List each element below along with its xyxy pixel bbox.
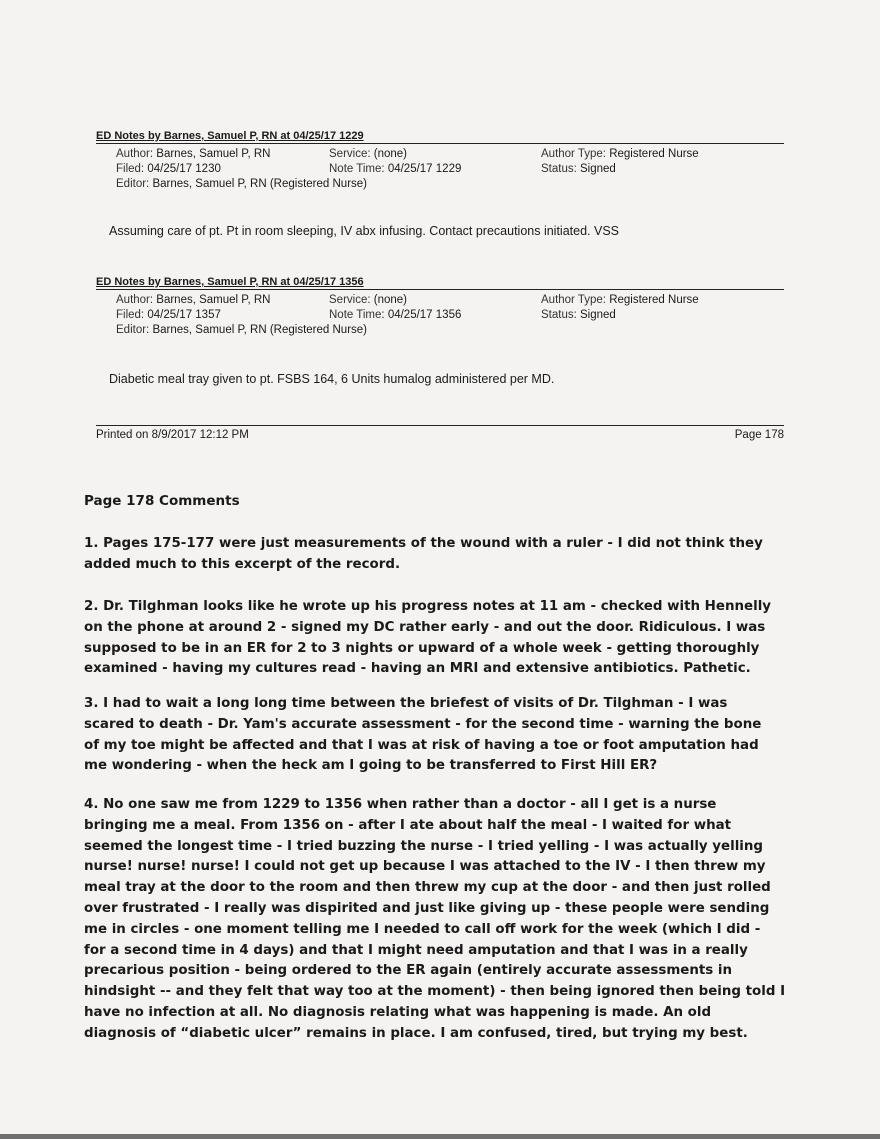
scan-edge [0, 1134, 880, 1139]
comment-line: me wondering - when the heck am I going to be transferred to First Hill ER? [84, 758, 658, 774]
editor-value: Barnes, Samuel P, RN (Registered Nurse) [152, 324, 367, 336]
editor-label: Editor: [116, 324, 150, 336]
divider [96, 143, 784, 144]
comment-paragraph-4 [84, 795, 804, 1045]
filed-value: 04/25/17 1357 [147, 309, 221, 321]
filed-label: Filed: [116, 163, 145, 175]
note-meta-middle [329, 147, 461, 177]
printed-timestamp: Printed on 8/9/2017 12:12 PM [96, 429, 249, 441]
comment-line: 1. Pages 175-177 were just measurements of the wound with a ruler - I did not think they [84, 536, 763, 551]
author-type-value: Registered Nurse [609, 148, 699, 160]
comment-line: examined - having my cultures read - having an MRI and extensive antibiotics. Pathetic. [84, 661, 751, 677]
comment-line: on the phone at around 2 - signed my DC rather early - and out the door. Ridiculous. I was [84, 619, 766, 635]
status-value: Signed [580, 163, 616, 175]
comment-paragraph-2 [84, 597, 804, 680]
author-label: Author: [116, 148, 154, 160]
note-time-label: Note Time: [329, 309, 385, 321]
author-label: Author: [116, 294, 154, 306]
page-number: Page 178 [734, 429, 784, 441]
note-time-value: 04/25/17 1356 [387, 309, 462, 321]
ed-note-2 [96, 276, 784, 386]
author-type-label: Author Type: [541, 294, 606, 306]
author-type-label: Author Type: [541, 148, 606, 160]
comment-line: for a second time in 4 days) and that I might need amputation and that I was in a really [84, 942, 748, 958]
status-value: Signed [580, 309, 616, 321]
note-time-label: Note Time: [329, 163, 385, 175]
comment-line: precarious position - being ordered to the ER again (entirely accurate assessments in [84, 963, 733, 979]
note-body: Diabetic meal tray given to pt. FSBS 164, 6 Units humalog administered per MD. [109, 372, 555, 386]
comment-line: nurse! nurse! nurse! I could not get up because I was attached to the IV - I then threw my [84, 859, 766, 875]
author-value: Barnes, Samuel P, RN [156, 148, 271, 160]
comment-line: meal tray at the door to the room and then threw my cup at the door - and then just rolled [84, 880, 771, 896]
note-title: ED Notes by Barnes, Samuel P, RN at 04/25/17 1356 [96, 276, 364, 288]
comment-paragraph-3 [84, 694, 804, 777]
status-label: Status: [541, 163, 577, 175]
footer-divider [96, 425, 784, 426]
divider [96, 289, 784, 290]
note-meta-middle [329, 293, 461, 323]
comment-line: seemed the longest time - I tried buzzing the nurse - I tried yelling - I was actually yelling [84, 838, 763, 854]
comments-heading: Page 178 Comments [84, 493, 240, 509]
service-label: Service: [329, 148, 371, 160]
service-value: (none) [373, 294, 407, 306]
service-value: (none) [373, 148, 407, 160]
comment-line: of my toe might be affected and that I was at risk of having a toe or foot amputation had [84, 737, 759, 753]
comment-line: 4. No one saw me from 1229 to 1356 when rather than a doctor - all I get is a nurse [84, 797, 717, 812]
author-type-value: Registered Nurse [609, 294, 699, 306]
comment-line: added much to this excerpt of the record. [84, 556, 401, 572]
comment-paragraph-1 [84, 534, 804, 576]
filed-value: 04/25/17 1230 [147, 163, 221, 175]
ed-note-1 [96, 130, 784, 238]
note-body: Assuming care of pt. Pt in room sleeping, IV abx infusing. Contact precautions initiated. VSS [109, 224, 619, 238]
comment-line: over frustrated - I really was dispirited and just like giving up - these people were sending [84, 900, 770, 916]
note-time-value: 04/25/17 1229 [387, 163, 462, 175]
note-meta-right [541, 147, 699, 177]
comment-line: diagnosis of “diabetic ulcer” remains in place. I am confused, tired, but trying my best. [84, 1025, 748, 1041]
comment-line: supposed to be in an ER for 2 to 3 nights or upward of a whole week - getting thoroughly [84, 640, 760, 656]
comment-line: scared to death - Dr. Yam's accurate assessment - for the second time - warning the bone [84, 716, 762, 732]
note-title: ED Notes by Barnes, Samuel P, RN at 04/25/17 1229 [96, 130, 364, 142]
comment-line: bringing me a meal. From 1356 on - after I ate about half the meal - I waited for what [84, 817, 732, 833]
editor-label: Editor: [116, 178, 150, 190]
comment-line: 2. Dr. Tilghman looks like he wrote up his progress notes at 11 am - checked with Hennelly [84, 599, 772, 614]
service-label: Service: [329, 294, 371, 306]
status-label: Status: [541, 309, 577, 321]
comment-line: hindsight -- and they felt that way too at the moment) - then being ignored then being told I [84, 984, 786, 1000]
filed-label: Filed: [116, 309, 145, 321]
note-meta-right [541, 293, 699, 323]
comment-line: me in circles - one moment telling me I needed to call off work for the week (which I did - [84, 921, 761, 937]
comment-line: 3. I had to wait a long long time between the briefest of visits of Dr. Tilghman - I was [84, 696, 728, 711]
comment-line: have no infection at all. No diagnosis relating what was happening is made. An old [84, 1004, 712, 1020]
author-value: Barnes, Samuel P, RN [156, 294, 271, 306]
editor-value: Barnes, Samuel P, RN (Registered Nurse) [152, 178, 367, 190]
